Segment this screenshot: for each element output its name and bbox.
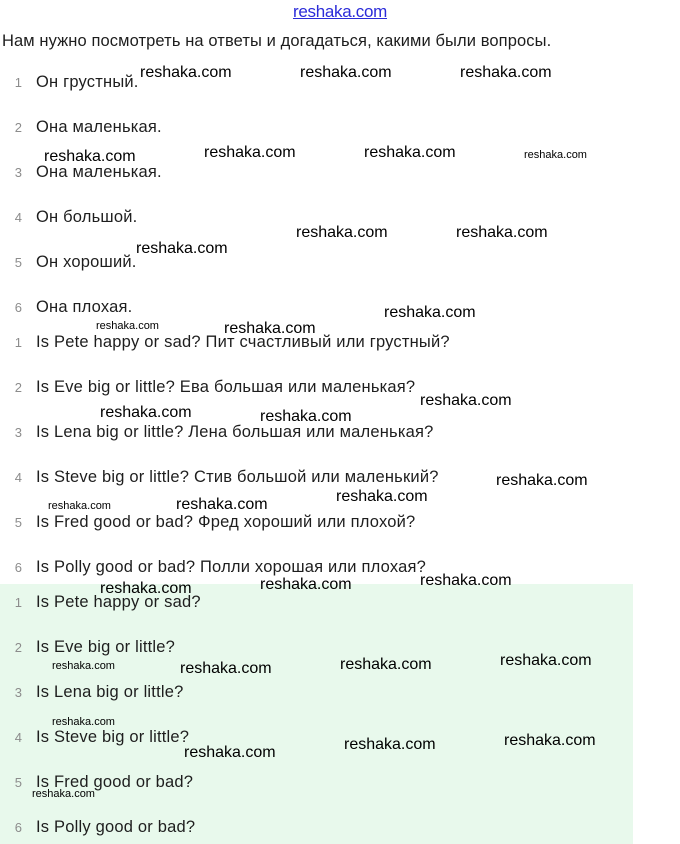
intro-text: Нам нужно посмотреть на ответы и догадаться, какими были вопросы.	[2, 32, 552, 50]
question-text: Is Fred good or bad?	[36, 772, 194, 791]
question-text: Is Polly good or bad? Полли хорошая или плохая?	[36, 557, 426, 576]
answer-row	[0, 296, 132, 318]
watermark: reshaka.com	[420, 572, 512, 589]
item-number: 6	[14, 299, 22, 315]
watermark: reshaka.com	[96, 320, 159, 332]
answer-text: Он большой.	[36, 207, 138, 226]
item-number: 1	[14, 334, 22, 350]
question-translated-row	[0, 421, 434, 443]
question-translated-row	[0, 511, 415, 533]
watermark: reshaka.com	[180, 660, 272, 677]
question-text: Is Steve big or little? Стив большой или маленький?	[36, 467, 439, 486]
watermark: reshaka.com	[100, 404, 192, 421]
item-number: 3	[14, 684, 22, 700]
question-text: Is Eve big or little?	[36, 637, 176, 656]
watermark: reshaka.com	[204, 144, 296, 161]
watermark: reshaka.com	[184, 744, 276, 761]
question-final-row	[0, 681, 184, 703]
question-translated-row	[0, 556, 426, 578]
watermark: reshaka.com	[524, 149, 587, 161]
item-number: 4	[14, 209, 22, 225]
question-text: Is Fred good or bad? Фред хороший или плохой?	[36, 512, 416, 531]
answer-row	[0, 206, 137, 228]
watermark: reshaka.com	[504, 732, 596, 749]
answer-text: Он хороший.	[36, 252, 137, 271]
watermark: reshaka.com	[384, 304, 476, 321]
item-number: 1	[14, 594, 22, 610]
item-number: 4	[14, 729, 22, 745]
question-text: Is Eve big or little? Ева большая или маленькая?	[36, 377, 416, 396]
watermark: reshaka.com	[136, 240, 228, 257]
item-number: 4	[14, 469, 22, 485]
watermark: reshaka.com	[420, 392, 512, 409]
item-number: 1	[14, 74, 22, 90]
question-final-row	[0, 816, 195, 838]
watermark: reshaka.com	[52, 716, 115, 728]
watermark: reshaka.com	[296, 224, 388, 241]
answer-text: Он грустный.	[36, 72, 139, 91]
watermark: reshaka.com	[260, 408, 352, 425]
item-number: 5	[14, 774, 22, 790]
question-text: Is Pete happy or sad?	[36, 592, 201, 611]
watermark: reshaka.com	[140, 64, 232, 81]
watermark: reshaka.com	[496, 472, 588, 489]
answer-text: Она маленькая.	[36, 162, 162, 181]
question-translated-row	[0, 466, 439, 488]
question-translated-row	[0, 376, 415, 398]
watermark: reshaka.com	[364, 144, 456, 161]
item-number: 6	[14, 819, 22, 835]
question-final-row	[0, 771, 193, 793]
answer-row	[0, 116, 162, 138]
item-number: 2	[14, 379, 22, 395]
site-link[interactable]: reshaka.com	[292, 2, 388, 21]
watermark: reshaka.com	[500, 652, 592, 669]
item-number: 6	[14, 559, 22, 575]
answer-text: Она маленькая.	[36, 117, 162, 136]
watermark: reshaka.com	[460, 64, 552, 81]
question-text: Is Lena big or little? Лена большая или маленькая?	[36, 422, 434, 441]
watermark: reshaka.com	[176, 496, 268, 513]
watermark: reshaka.com	[260, 576, 352, 593]
watermark: reshaka.com	[456, 224, 548, 241]
watermark: reshaka.com	[224, 320, 316, 337]
item-number: 3	[14, 424, 22, 440]
highlighted-answers-block	[0, 584, 633, 844]
watermark: reshaka.com	[336, 488, 428, 505]
watermark: reshaka.com	[340, 656, 432, 673]
watermark: reshaka.com	[344, 736, 436, 753]
item-number: 5	[14, 514, 22, 530]
question-final-row	[0, 636, 175, 658]
item-number: 5	[14, 254, 22, 270]
watermark: reshaka.com	[44, 148, 136, 165]
item-number: 2	[14, 639, 22, 655]
question-text: Is Lena big or little?	[36, 682, 184, 701]
question-text: Is Pete happy or sad? Пит счастливый или грустный?	[36, 332, 450, 351]
watermark: reshaka.com	[100, 580, 192, 597]
watermark: reshaka.com	[32, 788, 95, 800]
answer-text: Она плохая.	[36, 297, 133, 316]
question-final-row	[0, 726, 189, 748]
question-text: Is Polly good or bad?	[36, 817, 196, 836]
watermark: reshaka.com	[300, 64, 392, 81]
item-number: 3	[14, 164, 22, 180]
item-number: 2	[14, 119, 22, 135]
watermark: reshaka.com	[48, 500, 111, 512]
question-text: Is Steve big or little?	[36, 727, 190, 746]
answer-row	[0, 71, 139, 93]
answer-row	[0, 251, 137, 273]
watermark: reshaka.com	[52, 660, 115, 672]
